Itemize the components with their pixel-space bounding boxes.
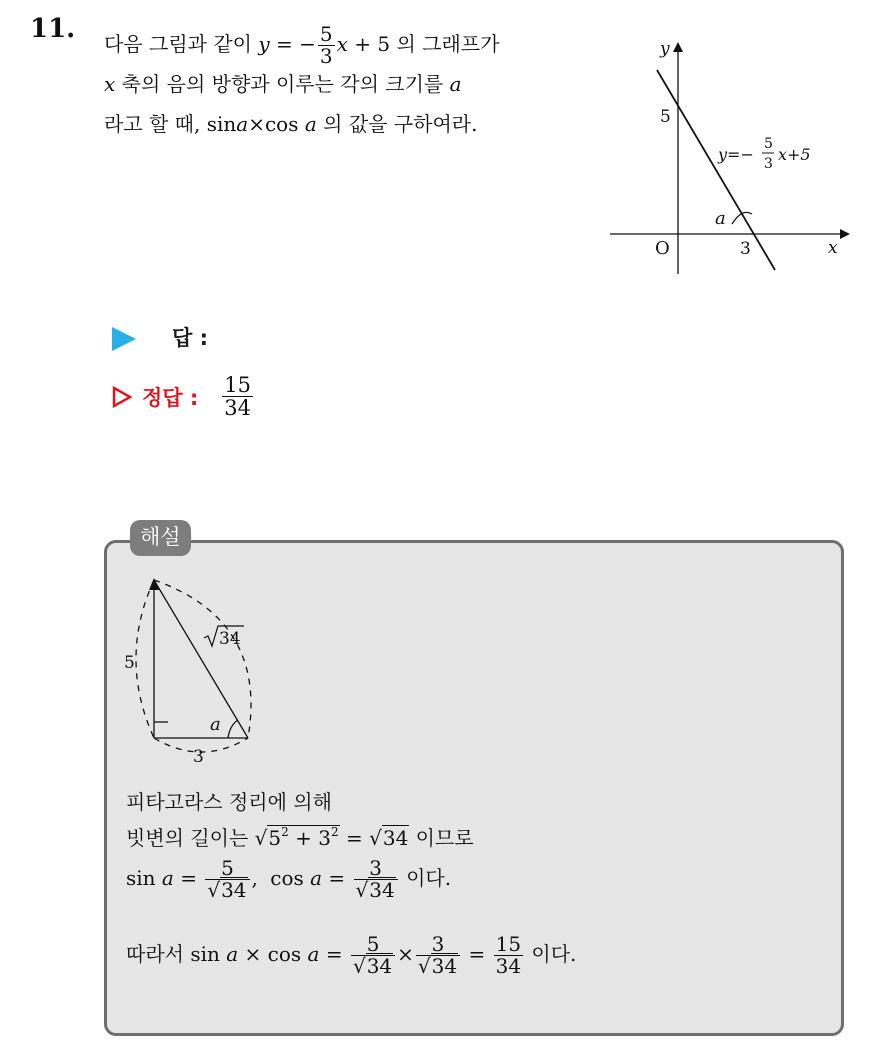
line3-sin: sin (206, 112, 237, 136)
triangle-height-label: 5 (124, 653, 135, 673)
line2-x-var: x (104, 72, 116, 96)
solution-line-4 (126, 934, 576, 977)
correct-answer-denominator: 34 (224, 396, 252, 421)
line4-result-denominator: 34 (495, 954, 522, 978)
line3-sin-equals: = (180, 866, 197, 890)
radicand-plus: + (288, 826, 319, 850)
question-text (104, 24, 594, 144)
cos-numerator: 3 (354, 858, 398, 880)
line3-sin-a: a (161, 866, 174, 890)
line-graph (600, 30, 860, 280)
line3-suffix: 의 값을 구하여라. (323, 112, 478, 136)
line4-frac-2 (416, 934, 460, 977)
line4-frac1-numerator: 5 (351, 934, 395, 956)
line3-a1: a (236, 112, 249, 136)
line3-a2: a (304, 112, 317, 136)
answer-label: 답 : (172, 326, 208, 350)
line3-comma: , (251, 866, 258, 890)
pythagoras-sqrt: $√5^2 + 3^2$ (254, 825, 339, 850)
equation-y: y (258, 32, 270, 56)
question-line-2 (104, 64, 594, 104)
solution-line-1: 피타고라스 정리에 의해 (126, 790, 332, 814)
sin-numerator: 5 (205, 858, 249, 880)
equation-equals-minus: = − (276, 32, 316, 56)
line4-prefix: 따라서 (126, 942, 184, 966)
line4-equals-2: = (468, 942, 486, 966)
x-axis-arrow (840, 229, 850, 239)
line2-suffix: 이므로 (415, 826, 474, 850)
x-intercept-label: 3 (740, 239, 751, 259)
solution-line-3 (126, 858, 451, 901)
play-arrow-icon (112, 327, 136, 351)
question-line-3 (104, 104, 594, 144)
slope-numerator: 5 (319, 22, 333, 46)
triangle-hyp-label: 34 (219, 629, 241, 649)
graph-line (657, 70, 775, 270)
correct-answer-numerator: 15 (224, 373, 252, 397)
line4-sin-a: a (226, 942, 239, 966)
equation-slope-fraction (318, 24, 335, 67)
line4-times-2: × (397, 942, 414, 966)
line2-prefix: 빗변의 길이는 (126, 826, 249, 850)
angle-arc (732, 212, 752, 224)
line4-result-numerator: 15 (495, 932, 522, 956)
radicand-a: 5 (268, 826, 282, 850)
solution-line-2 (126, 822, 474, 851)
angle-label: a (715, 208, 726, 229)
question-line1-prefix: 다음 그림과 같이 (104, 32, 252, 56)
radicand-b-exp: 2 (330, 825, 339, 839)
line3-prefix: 라고 할 때, (104, 112, 201, 136)
sin-denominator: √34 (207, 878, 247, 902)
radicand-a-exp: 2 (281, 825, 289, 839)
equation-constant: + 5 (354, 32, 391, 56)
line4-cos-a: a (307, 942, 320, 966)
line3-cos-equals: = (328, 866, 346, 890)
line-label-suffix: x+5 (778, 145, 811, 164)
line4-cos: cos (267, 942, 302, 966)
line3-cos: cos (264, 112, 299, 136)
solution-triangle-diagram (118, 570, 268, 770)
line4-frac2-denominator: √34 (417, 954, 458, 978)
cos-fraction (354, 858, 398, 901)
height-dashed-arc (136, 580, 154, 738)
hypotenuse-value: 34 (382, 826, 409, 850)
equation-x: x (336, 32, 348, 56)
answer-row (112, 322, 208, 352)
line4-result-fraction (494, 934, 523, 977)
triangle-vertex-arrow (149, 578, 159, 590)
outline-triangle-icon (112, 386, 132, 408)
line3-cos: cos (270, 866, 304, 890)
correct-answer-row (112, 374, 255, 419)
line4-frac-1 (351, 934, 395, 977)
line3-cos-a: a (310, 866, 323, 890)
y-axis-label: y (660, 39, 670, 59)
line2-text: 축의 음의 방향과 이루는 각의 크기를 (121, 72, 444, 96)
hypotenuse-sqrt: √34 (369, 826, 409, 850)
line4-frac1-denominator: √34 (352, 954, 393, 978)
radicand-b: 3 (318, 826, 331, 850)
y-axis-arrow (673, 42, 683, 52)
triangle-base-label: 3 (193, 747, 204, 767)
line4-suffix: 이다. (531, 942, 577, 966)
line4-equals: = (325, 942, 343, 966)
correct-answer-fraction (222, 374, 253, 419)
y-intercept-label: 5 (660, 107, 671, 127)
line4-times: × (244, 942, 262, 966)
question-number: 11. (30, 14, 76, 44)
triangle-angle-arc (228, 720, 238, 738)
x-axis-label: x (828, 238, 838, 258)
sin-fraction (205, 858, 249, 901)
line-label-numerator: 5 (764, 136, 773, 152)
line-label-denominator: 3 (764, 156, 773, 172)
line4-frac2-numerator: 3 (416, 934, 460, 956)
line4-sin: sin (190, 942, 220, 966)
line3-suffix: 이다. (406, 866, 452, 890)
line3-times: × (248, 112, 265, 136)
line3-sin: sin (126, 866, 156, 890)
line-label-prefix: y=− (718, 145, 754, 164)
question-line1-suffix: 의 그래프가 (396, 32, 500, 56)
triangle-angle-label: a (210, 714, 221, 735)
origin-label: O (655, 238, 670, 259)
line2-equals: = (345, 826, 363, 850)
slope-denominator: 3 (319, 44, 333, 68)
line2-a-var: a (449, 72, 462, 96)
solution-tag: 해설 (130, 520, 191, 556)
cos-denominator: √34 (355, 878, 395, 902)
correct-answer-label: 정답 : (142, 385, 199, 410)
question-line-1 (104, 22, 594, 68)
